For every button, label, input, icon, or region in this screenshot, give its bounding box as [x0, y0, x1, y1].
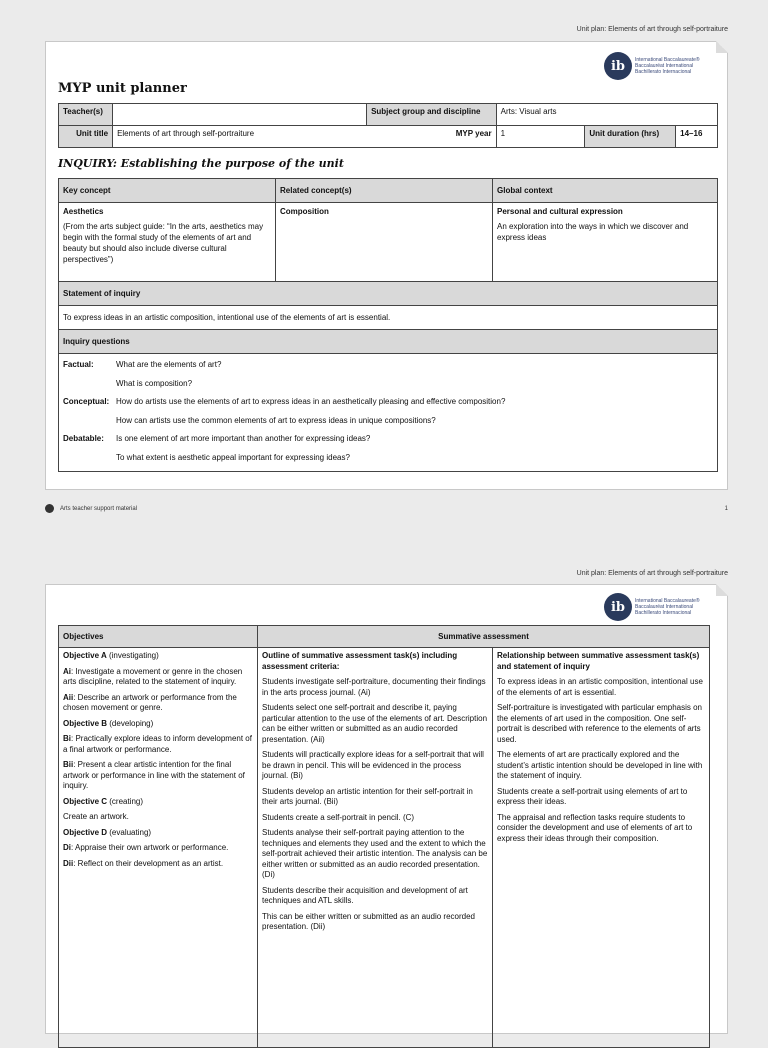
- summative-header: Summative assessment: [258, 626, 710, 648]
- relationship-item: Students create a self-portrait using elements of art to express their ideas.: [497, 786, 688, 806]
- page-1: [45, 41, 728, 490]
- global-context-note: An exploration into the ways in which we discover and express ideas: [497, 222, 689, 242]
- outline-item: Students select one self-portrait and describe it, paying particular attention to the use of the elements of art. Description can be either written or submitted as an audio recorded presentation. (Aii): [262, 703, 488, 744]
- teacher-label: Teacher(s): [59, 104, 113, 126]
- global-context-header: Global context: [493, 179, 718, 203]
- ib-logo: [604, 593, 700, 621]
- outline-cell: [258, 648, 493, 1048]
- ib-logo-icon: ib: [604, 593, 632, 621]
- ib-logo-icon: ib: [604, 52, 632, 80]
- global-context: Personal and cultural expression: [497, 207, 623, 216]
- question-row: What is composition?: [116, 378, 193, 388]
- inquiry-questions: [59, 354, 718, 472]
- unit-title-cell: [113, 126, 497, 148]
- objectives-table: [58, 625, 710, 1048]
- ib-logo-names: International Baccalaureate® Baccalauréat International Bachillerato Internacional: [635, 57, 700, 75]
- question-row: Conceptual: How do artists use the elements of art to express ideas in an aesthetically pleasing and effective composition?: [63, 397, 506, 406]
- objectives-header: Objectives: [59, 626, 258, 648]
- teacher-value: [113, 104, 367, 126]
- relationship-item: The elements of art are practically explored and the student’s artistic intention should be developed in line with the statement of inquiry.: [497, 750, 703, 780]
- duration-label: Unit duration (hrs): [585, 126, 676, 148]
- outline-item: Students analyse their self-portrait paying attention to the techniques and elements they used and the extent to which the self-portrait achieved their artistic intention. The analysis can be either written or submitted as an audio recorded presentation. (Di): [262, 828, 488, 879]
- outline-item: Students investigate self-portraiture, documenting their findings in the arts process journal. (Ai): [262, 677, 486, 697]
- key-concept-cell: [59, 203, 276, 282]
- statement-header: Statement of inquiry: [59, 282, 718, 306]
- running-header: Unit plan: Elements of art through self-portraiture: [576, 570, 728, 577]
- concepts-table: [58, 178, 718, 472]
- outline-item: Students will practically explore ideas for a self-portrait that will be drawn in pencil. This will be evidenced in the process journal. (Bi): [262, 750, 484, 780]
- key-concept-header: Key concept: [59, 179, 276, 203]
- relationship-cell: [493, 648, 710, 1048]
- page-2: [45, 584, 728, 1034]
- unit-title-label: Unit title: [59, 126, 113, 148]
- objectives-cell: Objective A (investigating) Ai: Investigate a movement or genre in the chosen arts discipline, related to the statement of inquiry. Aii: Describe an artwork or performance from the chosen movement or genre. Objective B (developing) Bi: Practically explore ideas to inform development of a final artwork or performance. Bii: Present a clear artistic intention for the final artwork or performance in line with the statement of inquiry. Objective C (creating) Create an artwork. Objective D (evaluating) Di: Appraise their own artwork or performance. Dii: Reflect on their development as an artist.: [59, 648, 258, 1048]
- unit-info-table: [58, 103, 718, 148]
- question-row: To what extent is aesthetic appeal important for expressing ideas?: [116, 452, 350, 462]
- relationship-item: Self-portraiture is investigated with particular emphasis on the elements of art used in the composition. One self-portrait is described with reference to the elements of arts used.: [497, 703, 702, 744]
- question-row: Factual: What are the elements of art?: [63, 360, 222, 369]
- subject-value: Arts: Visual arts: [496, 104, 717, 126]
- ib-logo: [604, 52, 700, 80]
- relationship-item: To express ideas in an artistic composition, intentional use of the elements of art is essential.: [497, 677, 703, 697]
- running-header: Unit plan: Elements of art through self-portraiture: [576, 26, 728, 33]
- outline-header: Outline of summative assessment task(s) including assessment criteria:: [262, 651, 458, 671]
- page-title: MYP unit planner: [58, 81, 187, 96]
- outline-item: This can be either written or submitted as an audio recorded presentation. (Dii): [262, 911, 476, 931]
- question-row: How can artists use the common elements of art to express ideas in unique compositions?: [116, 415, 436, 425]
- statement-of-inquiry: To express ideas in an artistic composition, intentional use of the elements of art is essential.: [59, 306, 718, 330]
- questions-header: Inquiry questions: [59, 330, 718, 354]
- subject-label: Subject group and discipline: [367, 104, 497, 126]
- key-concept: Aesthetics: [63, 207, 104, 216]
- page-number: 1: [724, 505, 728, 512]
- myp-year-label: MYP year: [455, 129, 492, 138]
- related-concepts-header: Related concept(s): [276, 179, 493, 203]
- related-concept: Composition: [280, 207, 329, 216]
- outline-item: Students create a self-portrait in pencil. (C): [262, 812, 415, 822]
- ib-mini-icon: [45, 504, 54, 513]
- relationship-item: The appraisal and reflection tasks require students to consider the development and use of elements of art to express their ideas through their composition.: [497, 812, 693, 843]
- key-concept-note: (From the arts subject guide: “In the arts, aesthetics may begin with the formal study of the elements of art and beauty but should also include diverse cultural perspectives”): [63, 222, 264, 264]
- outline-item: Students describe their acquisition and development of art techniques and ATL skills.: [262, 885, 468, 905]
- ib-logo-names: International Baccalaureate® Baccalauréat International Bachillerato Internacional: [635, 598, 700, 616]
- global-context-cell: [493, 203, 718, 282]
- duration-value: 14–16: [676, 126, 718, 148]
- inquiry-heading: INQUIRY: Establishing the purpose of the unit: [58, 157, 344, 170]
- unit-title-value: Elements of art through self-portraiture: [117, 129, 255, 138]
- page-footer: [45, 504, 728, 513]
- myp-year-value: 1: [496, 126, 585, 148]
- footer-label: Arts teacher support material: [60, 505, 138, 512]
- question-row: Debatable: Is one element of art more important than another for expressing ideas?: [63, 434, 371, 443]
- relationship-header: Relationship between summative assessment task(s) and statement of inquiry: [497, 651, 700, 671]
- outline-item: Students develop an artistic intention for their self-portrait in their arts journal. (Bii): [262, 786, 473, 806]
- related-concept-cell: [276, 203, 493, 282]
